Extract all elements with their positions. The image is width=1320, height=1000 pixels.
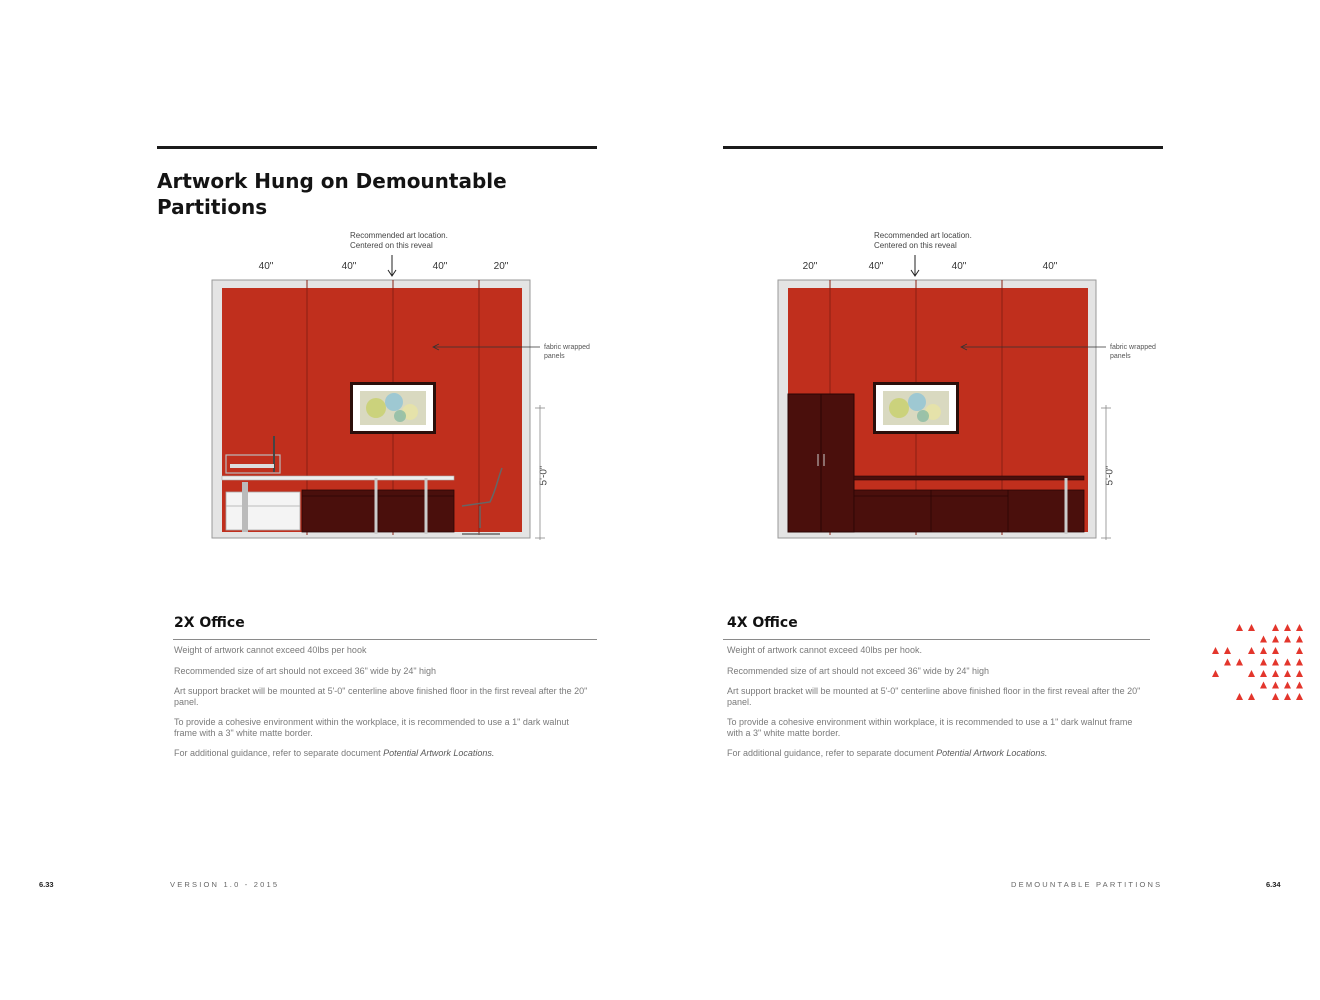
triangle-mark — [1260, 670, 1267, 677]
right-paragraph-3: Art support bracket will be mounted at 5'-0" centerline above finished floor in the first reveal after the 20" panel. — [727, 686, 1141, 707]
triangle-mark — [1284, 670, 1291, 677]
right-top-rule — [723, 146, 1163, 149]
triangle-mark — [1284, 682, 1291, 689]
right-heading-rule — [723, 639, 1150, 640]
right-guidance: For additional guidance, refer to separate document Potential Artwork Locations. — [727, 748, 1048, 758]
triangle-mark — [1236, 624, 1243, 631]
triangle-mark — [1272, 624, 1279, 631]
left-guidance-doc-link[interactable]: Potential Artwork Locations. — [383, 748, 495, 758]
right-section-heading: 4X Office — [727, 615, 798, 631]
left-artwork — [350, 382, 436, 434]
triangle-mark — [1248, 693, 1255, 700]
page-title: Artwork Hung on Demountable Partitions — [157, 169, 507, 219]
triangle-mark — [1248, 624, 1255, 631]
triangle-mark — [1248, 647, 1255, 654]
triangle-mark — [1272, 693, 1279, 700]
triangle-mark — [1272, 647, 1279, 654]
triangle-mark — [1272, 659, 1279, 666]
triangle-mark — [1272, 670, 1279, 677]
right-dimension-4: 40" — [1042, 261, 1058, 272]
right-paragraph-1: Weight of artwork cannot exceed 40lbs per hook. — [727, 645, 922, 655]
triangle-mark — [1296, 670, 1303, 677]
left-dimension-2: 40" — [341, 261, 357, 272]
triangle-mark — [1296, 659, 1303, 666]
left-dimension-3: 40" — [432, 261, 448, 272]
left-footer: VERSION 1.0 - 2015 — [170, 880, 280, 889]
left-art-location-callout: Recommended art location. Centered on this reveal — [350, 231, 448, 250]
triangle-mark — [1236, 659, 1243, 666]
left-section-heading: 2X Office — [174, 615, 245, 631]
triangle-mark — [1296, 693, 1303, 700]
triangle-pattern-decoration — [1212, 624, 1320, 714]
left-dimension-1: 40" — [258, 261, 274, 272]
triangle-mark — [1236, 693, 1243, 700]
left-panel-note: fabric wrapped panels — [544, 344, 590, 360]
right-footer: DEMOUNTABLE PARTITIONS — [1011, 880, 1163, 889]
left-paragraph-3: Art support bracket will be mounted at 5'-0" centerline above finished floor in the first reveal after the 20" panel. — [174, 686, 588, 707]
right-dimension-1: 20" — [802, 261, 818, 272]
right-guidance-doc-link[interactable]: Potential Artwork Locations. — [936, 748, 1048, 758]
left-page-number: 6.33 — [39, 880, 54, 889]
right-panel-note: fabric wrapped panels — [1110, 344, 1156, 360]
right-height-label: 5'-0" — [1104, 465, 1116, 486]
right-artwork — [873, 382, 959, 434]
triangle-mark — [1224, 647, 1231, 654]
triangle-mark — [1272, 682, 1279, 689]
right-paragraph-4: To provide a cohesive environment within workplace, it is recommended to use a 1" dark walnut frame with a 3" white matte border. — [727, 717, 1133, 738]
left-heading-rule — [173, 639, 597, 640]
left-top-rule — [157, 146, 597, 149]
triangle-mark — [1284, 693, 1291, 700]
triangle-mark — [1260, 659, 1267, 666]
triangle-mark — [1260, 647, 1267, 654]
triangle-mark — [1284, 624, 1291, 631]
triangle-mark — [1260, 682, 1267, 689]
triangle-mark — [1224, 659, 1231, 666]
right-dimension-2: 40" — [868, 261, 884, 272]
left-guidance: For additional guidance, refer to separate document Potential Artwork Locations. — [174, 748, 495, 758]
left-elevation-drawing — [200, 250, 600, 570]
right-dimension-3: 40" — [951, 261, 967, 272]
triangle-mark — [1296, 636, 1303, 643]
triangle-mark — [1296, 682, 1303, 689]
right-elevation-drawing — [766, 250, 1166, 570]
left-height-label: 5'-0" — [538, 465, 550, 486]
triangle-mark — [1296, 647, 1303, 654]
left-dimension-4: 20" — [493, 261, 509, 272]
triangle-mark — [1212, 647, 1219, 654]
left-paragraph-4: To provide a cohesive environment within the workplace, it is recommended to use a 1" dark walnut frame with a 3" white matte border. — [174, 717, 569, 738]
triangle-mark — [1284, 659, 1291, 666]
triangle-mark — [1272, 636, 1279, 643]
triangle-mark — [1284, 636, 1291, 643]
left-paragraph-2: Recommended size of art should not exceed 36" wide by 24" high — [174, 666, 437, 676]
right-art-location-callout: Recommended art location. Centered on this reveal — [874, 231, 972, 250]
triangle-mark — [1248, 670, 1255, 677]
triangle-mark — [1260, 636, 1267, 643]
triangle-mark — [1212, 670, 1219, 677]
right-page-number: 6.34 — [1266, 880, 1281, 889]
triangle-mark — [1296, 624, 1303, 631]
right-paragraph-2: Recommended size of art should not exceed 36" wide by 24" high — [727, 666, 990, 676]
left-paragraph-1: Weight of artwork cannot exceed 40lbs per hook — [174, 645, 367, 655]
